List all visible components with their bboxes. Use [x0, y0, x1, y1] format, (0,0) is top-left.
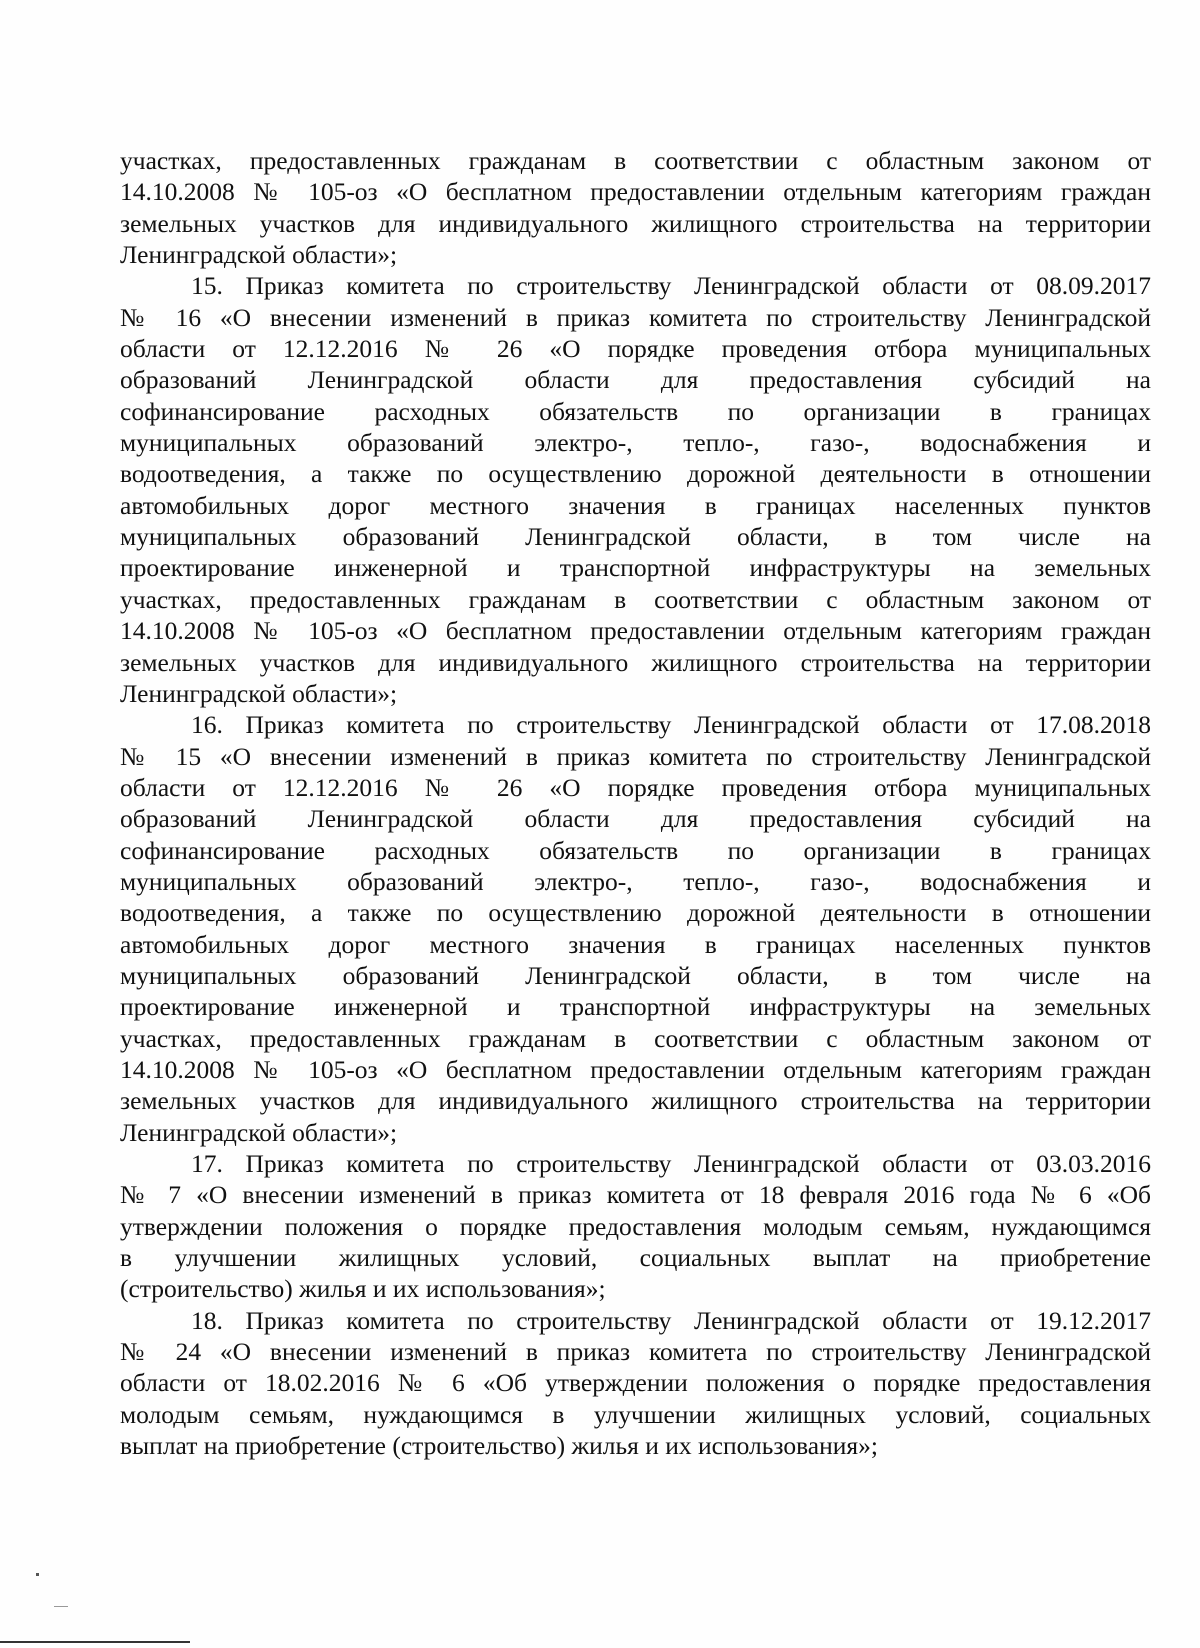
- text-line: области от 12.12.2016 № 26 «О порядке проведения отбора муниципальных: [120, 772, 1151, 802]
- text-line: Ленинградской области»;: [120, 678, 398, 708]
- document-body: [120, 145, 1151, 1461]
- text-line: 16. Приказ комитета по строительству Ленинградской области от 17.08.2018: [191, 710, 1151, 740]
- text-line: 14.10.2008 № 105-оз «О бесплатном предоставлении отдельным категориям граждан: [120, 177, 1151, 207]
- text-line: (строительство) жилья и их использования»;: [120, 1274, 606, 1304]
- text-line: № 16 «О внесении изменений в приказ комитета по строительству Ленинградской: [120, 302, 1151, 332]
- text-line: земельных участков для индивидуального жилищного строительства на территории: [120, 1086, 1151, 1116]
- text-line: софинансирование расходных обязательств по организации в границах: [120, 396, 1151, 426]
- paragraph-continuation: [120, 145, 1151, 270]
- text-line: водоотведения, а также по осуществлению дорожной деятельности в отношении: [120, 459, 1151, 489]
- text-line: образований Ленинградской области для предоставления субсидий на: [120, 365, 1151, 395]
- scan-speck: [54, 1606, 68, 1607]
- text-line: муниципальных образований Ленинградской области, в том числе на: [120, 522, 1151, 552]
- text-line: муниципальных образований Ленинградской области, в том числе на: [120, 960, 1151, 990]
- text-line: водоотведения, а также по осуществлению дорожной деятельности в отношении: [120, 898, 1151, 928]
- text-line: № 7 «О внесении изменений в приказ комитета от 18 февраля 2016 года № 6 «Об: [120, 1180, 1151, 1210]
- text-line: 14.10.2008 № 105-оз «О бесплатном предоставлении отдельным категориям граждан: [120, 616, 1151, 646]
- text-line: № 15 «О внесении изменений в приказ комитета по строительству Ленинградской: [120, 741, 1151, 771]
- text-line: софинансирование расходных обязательств по организации в границах: [120, 835, 1151, 865]
- text-line: земельных участков для индивидуального жилищного строительства на территории: [120, 208, 1151, 238]
- text-line: 18. Приказ комитета по строительству Ленинградской области от 19.12.2017: [191, 1305, 1151, 1335]
- scan-edge-line: [0, 1641, 190, 1643]
- paragraph-item-18: [120, 1305, 1151, 1462]
- paragraph-item-16: [120, 709, 1151, 1148]
- paragraph-item-15: [120, 270, 1151, 709]
- paragraph-item-17: [120, 1148, 1151, 1305]
- text-line: автомобильных дорог местного значения в границах населенных пунктов: [120, 929, 1151, 959]
- text-line: области от 12.12.2016 № 26 «О порядке проведения отбора муниципальных: [120, 334, 1151, 364]
- text-line: автомобильных дорог местного значения в границах населенных пунктов: [120, 490, 1151, 520]
- text-line: молодым семьям, нуждающимся в улучшении жилищных условий, социальных: [120, 1399, 1151, 1429]
- text-line: утверждении положения о порядке предоставления молодым семьям, нуждающимся: [120, 1211, 1151, 1241]
- text-line: выплат на приобретение (строительство) жилья и их использования»;: [120, 1431, 878, 1461]
- text-line: образований Ленинградской области для предоставления субсидий на: [120, 804, 1151, 834]
- text-line: в улучшении жилищных условий, социальных выплат на приобретение: [120, 1243, 1151, 1273]
- text-line: муниципальных образований электро-, тепло-, газо-, водоснабжения и: [120, 428, 1151, 458]
- text-line: земельных участков для индивидуального жилищного строительства на территории: [120, 647, 1151, 677]
- text-line: области от 18.02.2016 № 6 «Об утверждении положения о порядке предоставления: [120, 1368, 1151, 1398]
- text-line: проектирование инженерной и транспортной инфраструктуры на земельных: [120, 553, 1151, 583]
- text-line: муниципальных образований электро-, тепло-, газо-, водоснабжения и: [120, 866, 1151, 896]
- text-line: 17. Приказ комитета по строительству Ленинградской области от 03.03.2016: [191, 1149, 1151, 1178]
- text-line: проектирование инженерной и транспортной инфраструктуры на земельных: [120, 992, 1151, 1022]
- text-line: Ленинградской области»;: [120, 240, 398, 270]
- text-line: 14.10.2008 № 105-оз «О бесплатном предоставлении отдельным категориям граждан: [120, 1054, 1151, 1084]
- text-line: участках, предоставленных гражданам в соответствии с областным законом от: [120, 146, 1151, 175]
- text-line: 15. Приказ комитета по строительству Ленинградской области от 08.09.2017: [191, 271, 1151, 301]
- text-line: участках, предоставленных гражданам в соответствии с областным законом от: [120, 584, 1151, 614]
- text-line: № 24 «О внесении изменений в приказ комитета по строительству Ленинградской: [120, 1337, 1151, 1367]
- scan-speck: [36, 1573, 39, 1576]
- text-line: Ленинградской области»;: [120, 1117, 398, 1147]
- text-line: участках, предоставленных гражданам в соответствии с областным законом от: [120, 1023, 1151, 1053]
